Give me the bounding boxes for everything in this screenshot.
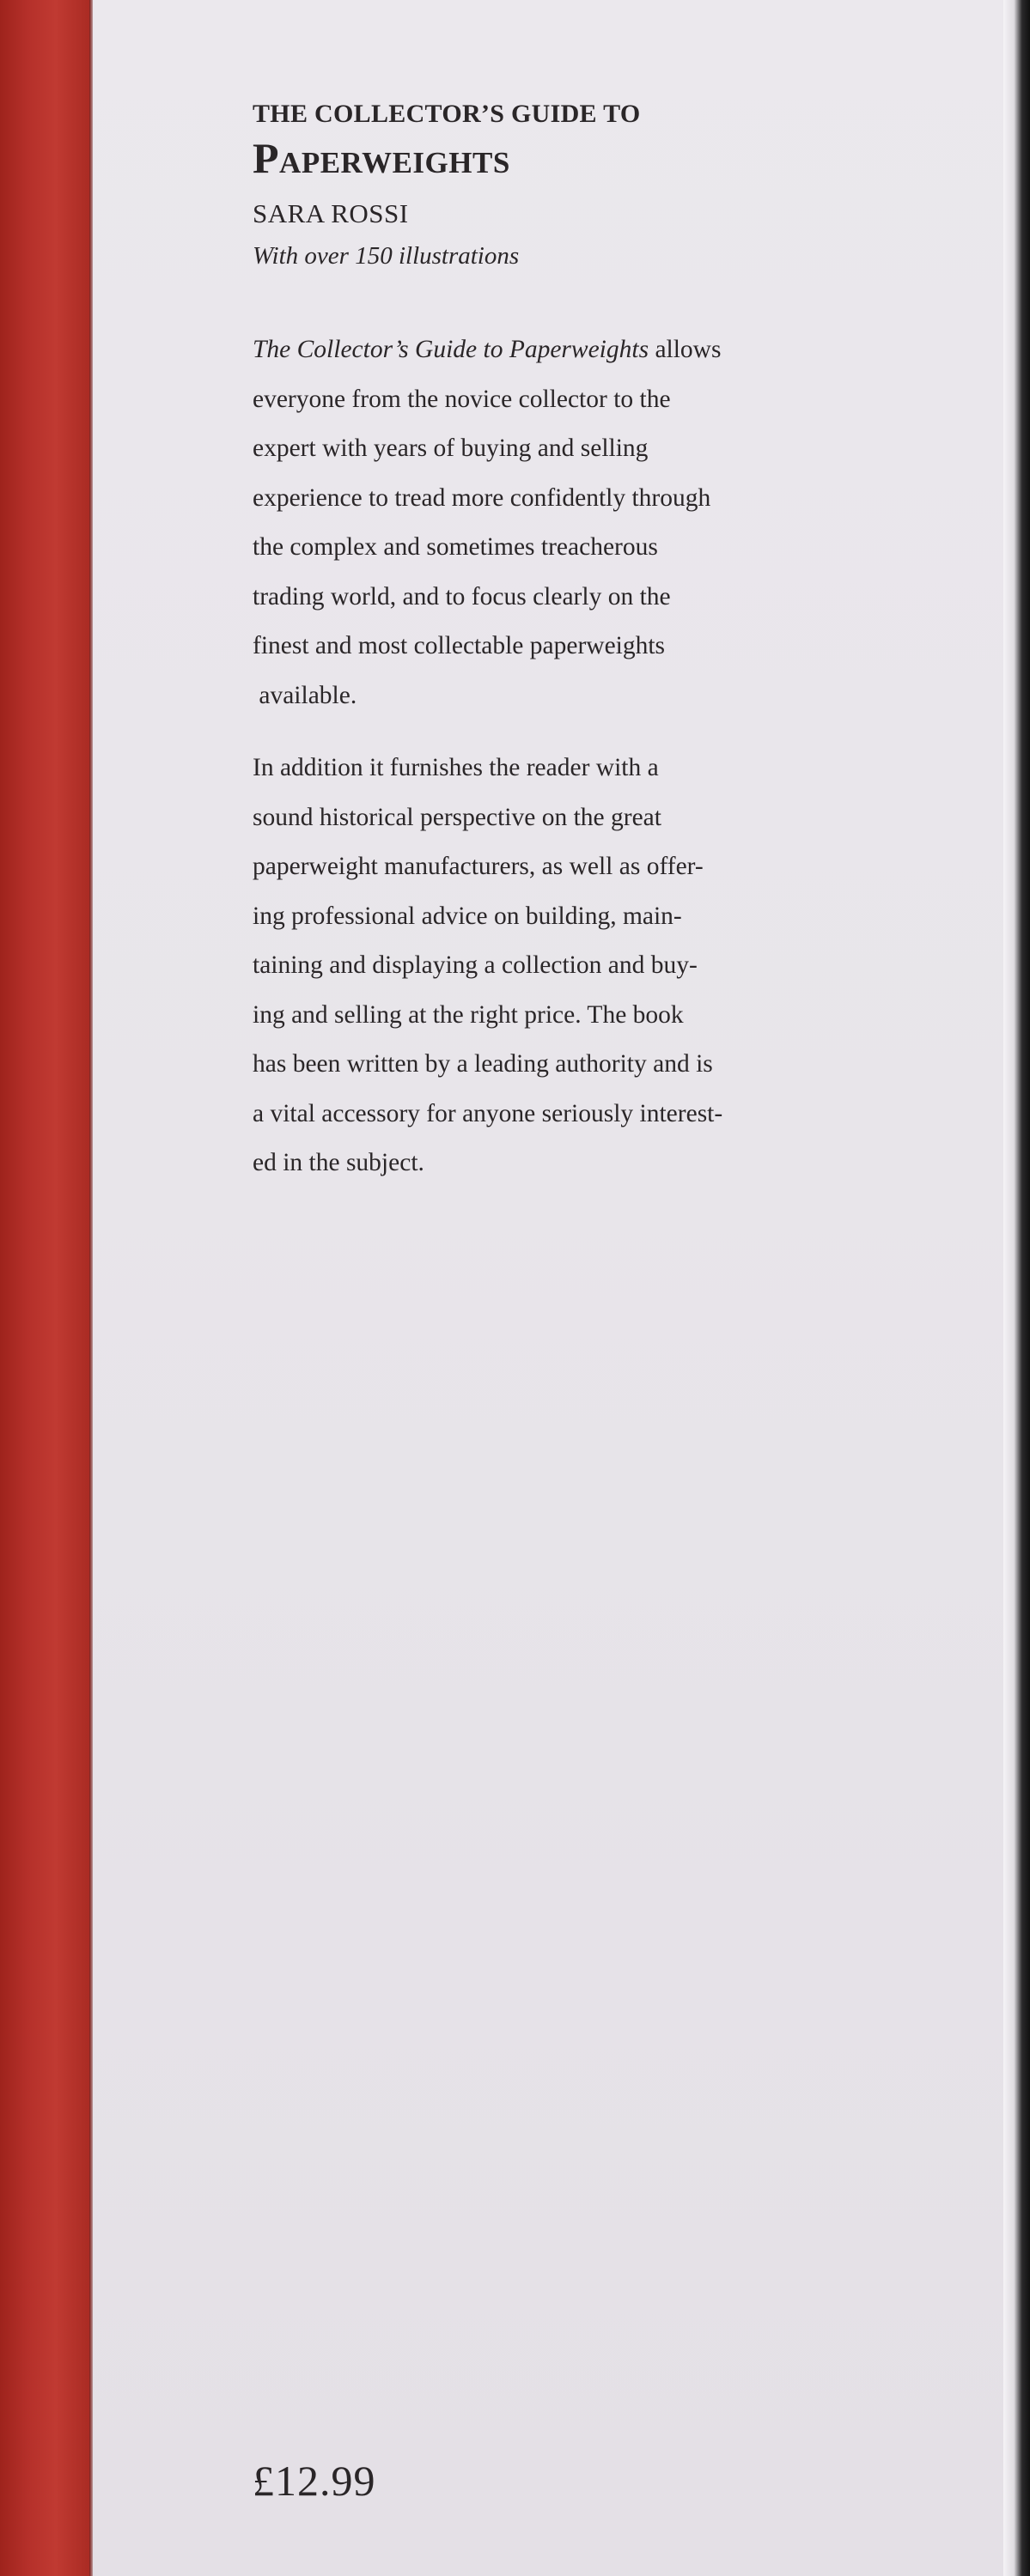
paragraph-line: the complex and sometimes treacherous (253, 533, 658, 561)
author-name: SARA ROSSI (253, 198, 409, 228)
series-line: THE COLLECTOR’S GUIDE TO (253, 100, 641, 128)
book-title-italic: The Collector’s Guide to Paperweights (253, 336, 649, 363)
price-label: £12.99 (253, 2457, 376, 2505)
paragraph-line: available. (253, 681, 357, 709)
paragraph-line: has been written by a leading authority and is (253, 1050, 713, 1078)
paragraph-line: a vital accessory for anyone seriously interest- (253, 1099, 723, 1127)
paragraph-1-line-1 (253, 325, 820, 375)
flap-content (253, 99, 820, 1188)
paragraph-1-line-1-rest: allows (649, 336, 722, 363)
book-title: Paperweights (253, 134, 510, 182)
flap-edge (1003, 0, 1030, 2576)
paragraph-line: expert with years of buying and selling (253, 434, 649, 462)
paragraph-line: In addition it furnishes the reader with a (253, 754, 659, 781)
illustrations-note: With over 150 illustrations (253, 242, 520, 270)
paragraph-line: finest and most collectable paperweights (253, 632, 666, 659)
paragraph-line: trading world, and to focus clearly on the (253, 582, 671, 611)
book-spine (0, 0, 93, 2576)
paragraph-line: experience to tread more confidently through (253, 483, 711, 512)
description-paragraph-1 (253, 325, 820, 720)
description-paragraph-2 (253, 744, 820, 1188)
paragraph-line: taining and displaying a collection and buy- (253, 951, 698, 979)
paragraph-line: paperweight manufacturers, as well as offer- (253, 853, 704, 880)
paragraph-line: sound historical perspective on the great (253, 803, 661, 831)
paragraph-line: ing and selling at the right price. The book (253, 1000, 684, 1029)
paragraph-line: everyone from the novice collector to the (253, 385, 671, 413)
paragraph-line: ing professional advice on building, main- (253, 902, 682, 930)
paragraph-line: ed in the subject. (253, 1149, 424, 1176)
